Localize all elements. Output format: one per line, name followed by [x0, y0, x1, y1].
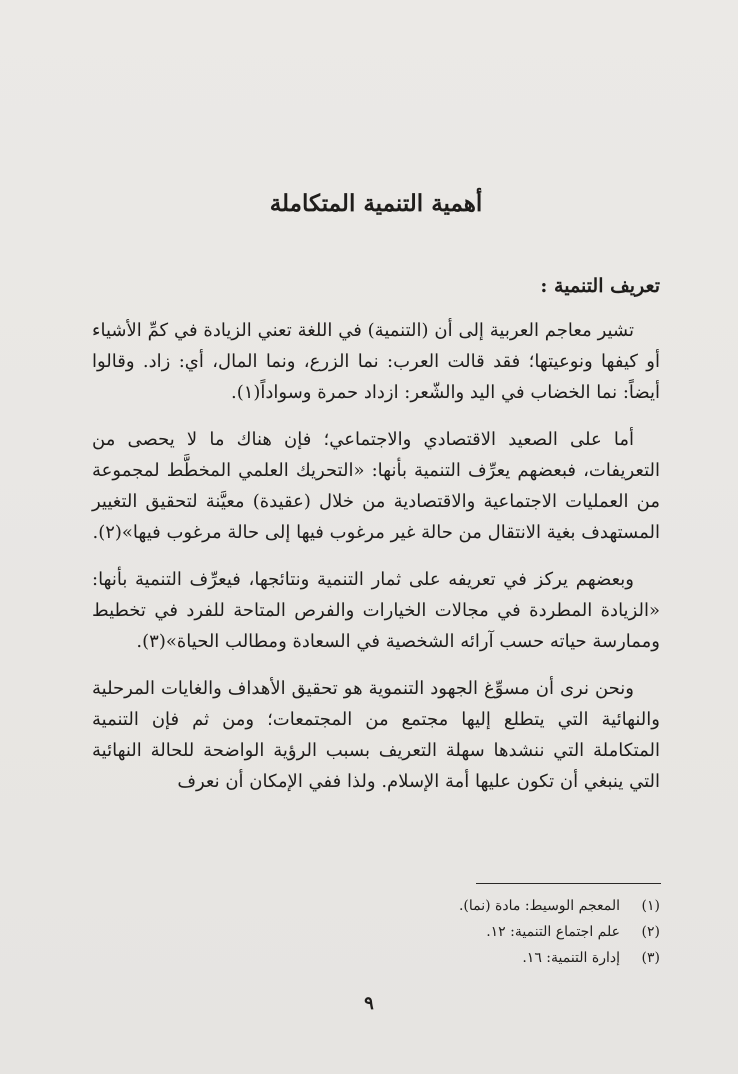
footnote-2 — [92, 919, 660, 945]
footnote-1 — [92, 893, 660, 919]
footnote-separator — [476, 883, 661, 884]
section-subheading: تعريف التنمية : — [540, 275, 660, 297]
footnote-number: (١) — [641, 898, 660, 914]
footnote-number: (٢) — [641, 924, 660, 940]
paragraph-4: ونحن نرى أن مسوِّغ الجهود التنموية هو تحقيق الأهداف والغايات المرحلية والنهائية التي يتطلع إليها مجتمع من المجتمعات؛ ومن ثم فإن التنمية المتكاملة التي ننشدها سهلة التعريف بسبب الرؤية الواضحة للحالة النهائية التي ينبغي أن تكون عليها أمة الإسلام. ولذا ففي الإمكان أن نعرف — [92, 678, 660, 792]
footnote-text: علم اجتماع التنمية: ١٢. — [486, 924, 620, 940]
footnote-text: المعجم الوسيط: مادة (نما). — [458, 898, 620, 914]
footnote-text: إدارة التنمية: ١٦. — [522, 950, 620, 966]
main-text — [92, 190, 660, 813]
footnotes — [92, 893, 660, 971]
page-title: أهمية التنمية المتكاملة — [269, 190, 483, 217]
footnote-3 — [92, 945, 660, 971]
footnote-number: (٣) — [641, 950, 660, 966]
page-number: ٩ — [364, 993, 374, 1014]
paragraph-1: تشير معاجم العربية إلى أن (التنمية) في اللغة تعني الزيادة في كمِّ الأشياء أو كيفها ونوعيتها؛ فقد قالت العرب: نما الزرع، ونما المال، أي: زاد. وقالوا أيضاً: نما الخضاب في اليد والشّعر: ازداد حمرة وسواداً(١). — [92, 320, 660, 403]
paragraph-2: أما على الصعيد الاقتصادي والاجتماعي؛ فإن هناك ما لا يحصى من التعريفات، فبعضهم يعرِّف التنمية بأنها: «التحريك العلمي المخطَّط لمجموعة من العمليات الاجتماعية والاقتصادية من خلال (عقيدة) معيَّنة لتحقيق التغيير المستهدف بغية الانتقال من حالة غير مرغوب فيها إلى حالة مرغوب فيها»(٢). — [92, 429, 660, 543]
paragraph-3: وبعضهم يركز في تعريفه على ثمار التنمية ونتائجها، فيعرِّف التنمية بأنها: «الزيادة المطردة في مجالات الخيارات والفرص المتاحة للفرد في تخطيط وممارسة حياته حسب آرائه الشخصية في السعادة ومطالب الحياة»(٣). — [92, 569, 660, 652]
